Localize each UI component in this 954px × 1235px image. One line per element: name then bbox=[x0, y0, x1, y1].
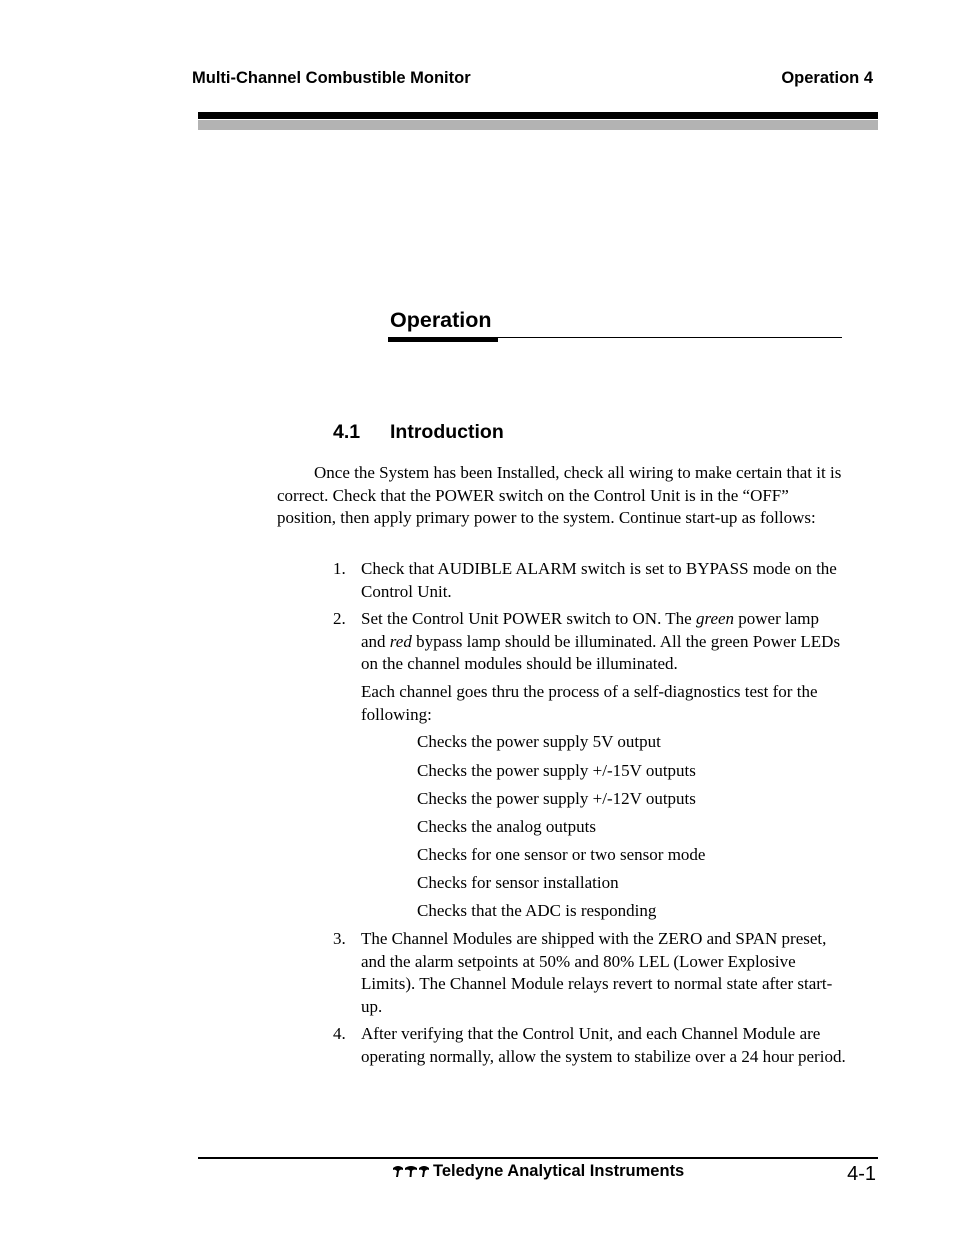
emphasis-red: red bbox=[389, 631, 412, 651]
intro-text: Once the System has been Installed, check all wiring to make certain that it is correct. Check that the POWER switch on the Control Unit is in the “OFF” position, then apply primary power to the system. Continue start-up as follows: bbox=[277, 463, 842, 527]
step-number: 1. bbox=[333, 559, 346, 578]
header-rule-thick bbox=[198, 112, 878, 119]
step-number: 2. bbox=[333, 609, 346, 628]
diagnostic-check: Checks the analog outputs bbox=[417, 817, 596, 836]
step-text-part: bypass lamp should be illuminated. All the green Power LEDs on the channel modules should be illuminated. bbox=[361, 631, 841, 673]
teledyne-logo-icon bbox=[392, 1163, 430, 1181]
emphasis-green: green bbox=[695, 609, 735, 628]
diagnostic-check: Checks for sensor installation bbox=[417, 873, 619, 892]
diagnostic-check: Checks the power supply +/-12V outputs bbox=[417, 789, 696, 808]
diagnostic-check: Checks that the ADC is responding bbox=[417, 901, 657, 920]
header-rule-shadow bbox=[198, 120, 878, 130]
step-text-part: power lamp and bbox=[361, 609, 820, 651]
section-title: Introduction bbox=[390, 421, 504, 443]
step-text: The Channel Modules are shipped with the ZERO and SPAN preset, and the alarm setpoints at 50% and 80% LEL (Lower Explosive Limits). The Channel Module relays revert to normal state after start-up. bbox=[361, 929, 833, 1016]
diagnostic-check: Checks the power supply 5V output bbox=[417, 732, 661, 751]
running-header-title: Multi-Channel Combustible Monitor bbox=[192, 69, 471, 87]
step-number: 4. bbox=[333, 1024, 346, 1043]
chapter-title-underline bbox=[388, 337, 498, 342]
chapter-title: Operation bbox=[390, 308, 492, 332]
step-text: After verifying that the Control Unit, and each Channel Module are operating normally, allow the system to stabilize over a 24 hour period. bbox=[361, 1024, 846, 1066]
footer-rule bbox=[198, 1157, 878, 1159]
diagnostic-check: Checks the power supply +/-15V outputs bbox=[417, 761, 696, 780]
step-text bbox=[361, 608, 846, 676]
step-text: Check that AUDIBLE ALARM switch is set to BYPASS mode on the Control Unit. bbox=[361, 559, 837, 601]
diagnostics-intro: Each channel goes thru the process of a self-diagnostics test for the following: bbox=[361, 682, 818, 724]
footer-company: Teledyne Analytical Instruments bbox=[433, 1162, 685, 1180]
page-number: 4-1 bbox=[847, 1163, 876, 1185]
intro-paragraph bbox=[277, 462, 843, 530]
section-number: 4.1 bbox=[333, 421, 361, 443]
step-text-part: Set the Control Unit POWER switch to ON. The bbox=[361, 609, 696, 628]
running-header-chapter: Operation 4 bbox=[781, 69, 873, 87]
step-number: 3. bbox=[333, 929, 346, 948]
diagnostic-check: Checks for one sensor or two sensor mode bbox=[417, 845, 706, 864]
